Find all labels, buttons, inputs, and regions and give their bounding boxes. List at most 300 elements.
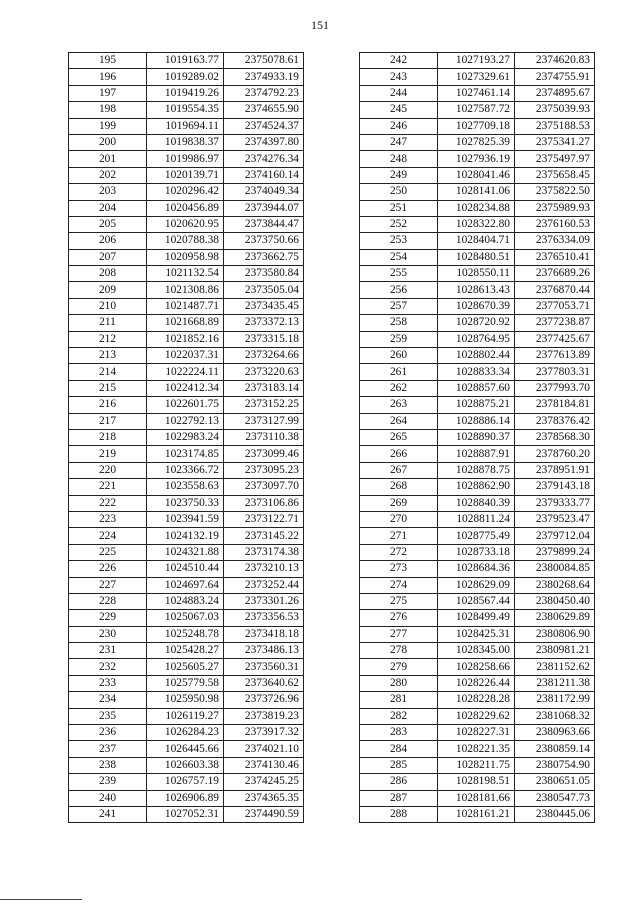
x-coordinate-cell: 1025428.27 xyxy=(147,643,224,659)
x-coordinate-cell: 1025605.27 xyxy=(147,659,224,675)
point-number-cell: 229 xyxy=(69,610,147,626)
x-coordinate-cell: 1024510.44 xyxy=(147,561,224,577)
y-coordinate-cell: 2373220.63 xyxy=(224,364,304,380)
x-coordinate-cell: 1028161.21 xyxy=(438,806,515,822)
point-number-cell: 199 xyxy=(69,118,147,134)
point-number-cell: 249 xyxy=(360,167,438,183)
point-number-cell: 205 xyxy=(69,216,147,232)
point-number-cell: 241 xyxy=(69,806,147,822)
x-coordinate-cell: 1023750.33 xyxy=(147,495,224,511)
y-coordinate-cell: 2377238.87 xyxy=(515,315,595,331)
x-coordinate-cell: 1028181.66 xyxy=(438,790,515,806)
point-number-cell: 247 xyxy=(360,134,438,150)
point-number-cell: 246 xyxy=(360,118,438,134)
y-coordinate-cell: 2373726.96 xyxy=(224,692,304,708)
point-number-cell: 222 xyxy=(69,495,147,511)
y-coordinate-cell: 2374490.59 xyxy=(224,806,304,822)
x-coordinate-cell: 1028211.75 xyxy=(438,757,515,773)
x-coordinate-cell: 1020620.95 xyxy=(147,216,224,232)
table-row xyxy=(360,610,595,626)
x-coordinate-cell: 1023366.72 xyxy=(147,462,224,478)
x-coordinate-cell: 1027461.14 xyxy=(438,85,515,101)
y-coordinate-cell: 2375822.50 xyxy=(515,184,595,200)
point-number-cell: 277 xyxy=(360,626,438,642)
x-coordinate-cell: 1019838.37 xyxy=(147,134,224,150)
x-coordinate-cell: 1028811.24 xyxy=(438,511,515,527)
x-coordinate-cell: 1028228.28 xyxy=(438,692,515,708)
x-coordinate-cell: 1028684.36 xyxy=(438,561,515,577)
y-coordinate-cell: 2373372.13 xyxy=(224,315,304,331)
point-number-cell: 248 xyxy=(360,151,438,167)
table-row xyxy=(360,315,595,331)
y-coordinate-cell: 2374397.80 xyxy=(224,134,304,150)
table-row xyxy=(360,577,595,593)
y-coordinate-cell: 2379712.04 xyxy=(515,528,595,544)
y-coordinate-cell: 2375188.53 xyxy=(515,118,595,134)
y-coordinate-cell: 2376334.09 xyxy=(515,233,595,249)
table-row xyxy=(69,397,304,413)
point-number-cell: 266 xyxy=(360,446,438,462)
table-row xyxy=(360,282,595,298)
table-row xyxy=(360,364,595,380)
point-number-cell: 243 xyxy=(360,69,438,85)
point-number-cell: 212 xyxy=(69,331,147,347)
table-row xyxy=(69,266,304,282)
x-coordinate-cell: 1028499.49 xyxy=(438,610,515,626)
point-number-cell: 198 xyxy=(69,102,147,118)
table-row xyxy=(69,479,304,495)
x-coordinate-cell: 1025950.98 xyxy=(147,692,224,708)
point-number-cell: 286 xyxy=(360,774,438,790)
x-coordinate-cell: 1028227.31 xyxy=(438,725,515,741)
x-coordinate-cell: 1020958.98 xyxy=(147,249,224,265)
y-coordinate-cell: 2380629.89 xyxy=(515,610,595,626)
point-number-cell: 250 xyxy=(360,184,438,200)
table-row xyxy=(69,692,304,708)
point-number-cell: 252 xyxy=(360,216,438,232)
table-row xyxy=(69,528,304,544)
point-number-cell: 228 xyxy=(69,593,147,609)
table-row xyxy=(360,380,595,396)
y-coordinate-cell: 2379143.18 xyxy=(515,479,595,495)
table-row xyxy=(360,184,595,200)
y-coordinate-cell: 2373095.23 xyxy=(224,462,304,478)
point-number-cell: 201 xyxy=(69,151,147,167)
point-number-cell: 273 xyxy=(360,561,438,577)
table-row xyxy=(69,757,304,773)
table-row xyxy=(69,725,304,741)
y-coordinate-cell: 2374792.23 xyxy=(224,85,304,101)
table-row xyxy=(360,167,595,183)
x-coordinate-cell: 1024697.64 xyxy=(147,577,224,593)
x-coordinate-cell: 1028670.39 xyxy=(438,298,515,314)
y-coordinate-cell: 2373917.32 xyxy=(224,725,304,741)
y-coordinate-cell: 2381172.99 xyxy=(515,692,595,708)
y-coordinate-cell: 2373106.86 xyxy=(224,495,304,511)
x-coordinate-cell: 1028226.44 xyxy=(438,675,515,691)
y-coordinate-cell: 2377053.71 xyxy=(515,298,595,314)
point-number-cell: 278 xyxy=(360,643,438,659)
y-coordinate-cell: 2374933.19 xyxy=(224,69,304,85)
point-number-cell: 227 xyxy=(69,577,147,593)
y-coordinate-cell: 2377425.67 xyxy=(515,331,595,347)
point-number-cell: 257 xyxy=(360,298,438,314)
point-number-cell: 203 xyxy=(69,184,147,200)
table-row xyxy=(69,413,304,429)
x-coordinate-cell: 1019986.97 xyxy=(147,151,224,167)
table-row xyxy=(360,708,595,724)
point-number-cell: 272 xyxy=(360,544,438,560)
table-row xyxy=(360,741,595,757)
table-row xyxy=(360,53,595,69)
point-number-cell: 213 xyxy=(69,348,147,364)
x-coordinate-cell: 1019554.35 xyxy=(147,102,224,118)
x-coordinate-cell: 1028258.66 xyxy=(438,659,515,675)
table-row xyxy=(69,69,304,85)
x-coordinate-cell: 1028833.34 xyxy=(438,364,515,380)
table-row xyxy=(69,659,304,675)
y-coordinate-cell: 2375497.97 xyxy=(515,151,595,167)
table-row xyxy=(69,544,304,560)
x-coordinate-cell: 1019419.26 xyxy=(147,85,224,101)
x-coordinate-cell: 1024321.88 xyxy=(147,544,224,560)
table-row xyxy=(69,380,304,396)
point-number-cell: 265 xyxy=(360,429,438,445)
table-row xyxy=(360,561,595,577)
y-coordinate-cell: 2373750.66 xyxy=(224,233,304,249)
x-coordinate-cell: 1028629.09 xyxy=(438,577,515,593)
x-coordinate-cell: 1028425.31 xyxy=(438,626,515,642)
footnote-rule xyxy=(0,899,82,900)
x-coordinate-cell: 1028775.49 xyxy=(438,528,515,544)
table-row xyxy=(360,774,595,790)
point-number-cell: 276 xyxy=(360,610,438,626)
x-coordinate-cell: 1027825.39 xyxy=(438,134,515,150)
x-coordinate-cell: 1026757.19 xyxy=(147,774,224,790)
y-coordinate-cell: 2373580.84 xyxy=(224,266,304,282)
y-coordinate-cell: 2378951.91 xyxy=(515,462,595,478)
point-number-cell: 237 xyxy=(69,741,147,757)
table-row xyxy=(69,216,304,232)
x-coordinate-cell: 1027052.31 xyxy=(147,806,224,822)
x-coordinate-cell: 1028802.44 xyxy=(438,348,515,364)
x-coordinate-cell: 1027709.18 xyxy=(438,118,515,134)
point-number-cell: 255 xyxy=(360,266,438,282)
x-coordinate-cell: 1020456.89 xyxy=(147,200,224,216)
y-coordinate-cell: 2373174.38 xyxy=(224,544,304,560)
y-coordinate-cell: 2374049.34 xyxy=(224,184,304,200)
table-row xyxy=(360,331,595,347)
x-coordinate-cell: 1028886.14 xyxy=(438,413,515,429)
x-coordinate-cell: 1028613.43 xyxy=(438,282,515,298)
table-row xyxy=(69,315,304,331)
point-number-cell: 251 xyxy=(360,200,438,216)
table-row xyxy=(69,233,304,249)
table-row xyxy=(360,528,595,544)
point-number-cell: 267 xyxy=(360,462,438,478)
x-coordinate-cell: 1028878.75 xyxy=(438,462,515,478)
table-row xyxy=(360,593,595,609)
table-row xyxy=(69,298,304,314)
x-coordinate-cell: 1024883.24 xyxy=(147,593,224,609)
table-row xyxy=(360,266,595,282)
y-coordinate-cell: 2374655.90 xyxy=(224,102,304,118)
y-coordinate-cell: 2373097.70 xyxy=(224,479,304,495)
y-coordinate-cell: 2374160.14 xyxy=(224,167,304,183)
y-coordinate-cell: 2380806.90 xyxy=(515,626,595,642)
y-coordinate-cell: 2373944.07 xyxy=(224,200,304,216)
table-row xyxy=(69,348,304,364)
x-coordinate-cell: 1025779.58 xyxy=(147,675,224,691)
point-number-cell: 230 xyxy=(69,626,147,642)
y-coordinate-cell: 2373145.22 xyxy=(224,528,304,544)
table-row xyxy=(360,151,595,167)
point-number-cell: 196 xyxy=(69,69,147,85)
y-coordinate-cell: 2373640.62 xyxy=(224,675,304,691)
table-row xyxy=(360,348,595,364)
table-row xyxy=(69,806,304,822)
x-coordinate-cell: 1028875.21 xyxy=(438,397,515,413)
point-number-cell: 275 xyxy=(360,593,438,609)
y-coordinate-cell: 2374620.83 xyxy=(515,53,595,69)
x-coordinate-cell: 1028733.18 xyxy=(438,544,515,560)
y-coordinate-cell: 2373210.13 xyxy=(224,561,304,577)
x-coordinate-cell: 1028404.71 xyxy=(438,233,515,249)
table-row xyxy=(69,708,304,724)
x-coordinate-cell: 1022224.11 xyxy=(147,364,224,380)
point-number-cell: 282 xyxy=(360,708,438,724)
table-row xyxy=(69,364,304,380)
table-row xyxy=(69,561,304,577)
point-number-cell: 235 xyxy=(69,708,147,724)
table-row xyxy=(69,643,304,659)
point-number-cell: 232 xyxy=(69,659,147,675)
point-number-cell: 204 xyxy=(69,200,147,216)
y-coordinate-cell: 2373315.18 xyxy=(224,331,304,347)
y-coordinate-cell: 2378376.42 xyxy=(515,413,595,429)
table-row xyxy=(360,413,595,429)
point-number-cell: 233 xyxy=(69,675,147,691)
x-coordinate-cell: 1028198.51 xyxy=(438,774,515,790)
table-row xyxy=(69,282,304,298)
point-number-cell: 234 xyxy=(69,692,147,708)
y-coordinate-cell: 2375078.61 xyxy=(224,53,304,69)
y-coordinate-cell: 2381152.62 xyxy=(515,659,595,675)
point-number-cell: 244 xyxy=(360,85,438,101)
point-number-cell: 209 xyxy=(69,282,147,298)
point-number-cell: 285 xyxy=(360,757,438,773)
point-number-cell: 220 xyxy=(69,462,147,478)
table-row xyxy=(360,216,595,232)
point-number-cell: 258 xyxy=(360,315,438,331)
table-row xyxy=(69,610,304,626)
x-coordinate-cell: 1026284.23 xyxy=(147,725,224,741)
x-coordinate-cell: 1019289.02 xyxy=(147,69,224,85)
table-row xyxy=(69,577,304,593)
y-coordinate-cell: 2380651.05 xyxy=(515,774,595,790)
x-coordinate-cell: 1028720.92 xyxy=(438,315,515,331)
point-number-cell: 281 xyxy=(360,692,438,708)
point-number-cell: 218 xyxy=(69,429,147,445)
table-row xyxy=(69,102,304,118)
table-row xyxy=(69,446,304,462)
x-coordinate-cell: 1028887.91 xyxy=(438,446,515,462)
y-coordinate-cell: 2373662.75 xyxy=(224,249,304,265)
x-coordinate-cell: 1024132.19 xyxy=(147,528,224,544)
x-coordinate-cell: 1028840.39 xyxy=(438,495,515,511)
x-coordinate-cell: 1021132.54 xyxy=(147,266,224,282)
point-number-cell: 226 xyxy=(69,561,147,577)
table-row xyxy=(69,134,304,150)
y-coordinate-cell: 2374524.37 xyxy=(224,118,304,134)
y-coordinate-cell: 2380981.21 xyxy=(515,643,595,659)
x-coordinate-cell: 1023941.59 xyxy=(147,511,224,527)
y-coordinate-cell: 2373252.44 xyxy=(224,577,304,593)
table-row xyxy=(360,692,595,708)
x-coordinate-cell: 1019694.11 xyxy=(147,118,224,134)
y-coordinate-cell: 2376510.41 xyxy=(515,249,595,265)
point-number-cell: 224 xyxy=(69,528,147,544)
table-row xyxy=(360,462,595,478)
point-number-cell: 274 xyxy=(360,577,438,593)
x-coordinate-cell: 1022037.31 xyxy=(147,348,224,364)
y-coordinate-cell: 2373844.47 xyxy=(224,216,304,232)
x-coordinate-cell: 1026119.27 xyxy=(147,708,224,724)
point-number-cell: 207 xyxy=(69,249,147,265)
y-coordinate-cell: 2378760.20 xyxy=(515,446,595,462)
table-row xyxy=(360,626,595,642)
coordinates-table-right xyxy=(359,52,595,823)
y-coordinate-cell: 2374245.25 xyxy=(224,774,304,790)
y-coordinate-cell: 2381068.32 xyxy=(515,708,595,724)
y-coordinate-cell: 2377993.70 xyxy=(515,380,595,396)
table-row xyxy=(69,675,304,691)
y-coordinate-cell: 2373301.26 xyxy=(224,593,304,609)
point-number-cell: 219 xyxy=(69,446,147,462)
x-coordinate-cell: 1028890.37 xyxy=(438,429,515,445)
table-row xyxy=(69,85,304,101)
y-coordinate-cell: 2377613.89 xyxy=(515,348,595,364)
point-number-cell: 238 xyxy=(69,757,147,773)
point-number-cell: 269 xyxy=(360,495,438,511)
table-row xyxy=(69,774,304,790)
point-number-cell: 214 xyxy=(69,364,147,380)
table-row xyxy=(360,544,595,560)
point-number-cell: 262 xyxy=(360,380,438,396)
y-coordinate-cell: 2377803.31 xyxy=(515,364,595,380)
table-row xyxy=(69,118,304,134)
point-number-cell: 208 xyxy=(69,266,147,282)
y-coordinate-cell: 2373486.13 xyxy=(224,643,304,659)
y-coordinate-cell: 2380450.40 xyxy=(515,593,595,609)
x-coordinate-cell: 1028221.35 xyxy=(438,741,515,757)
point-number-cell: 210 xyxy=(69,298,147,314)
x-coordinate-cell: 1028480.51 xyxy=(438,249,515,265)
y-coordinate-cell: 2380963.66 xyxy=(515,725,595,741)
x-coordinate-cell: 1023174.85 xyxy=(147,446,224,462)
table-row xyxy=(360,397,595,413)
table-row xyxy=(69,626,304,642)
x-coordinate-cell: 1022983.24 xyxy=(147,429,224,445)
y-coordinate-cell: 2378184.81 xyxy=(515,397,595,413)
x-coordinate-cell: 1027587.72 xyxy=(438,102,515,118)
point-number-cell: 245 xyxy=(360,102,438,118)
table-row xyxy=(360,725,595,741)
y-coordinate-cell: 2373435.45 xyxy=(224,298,304,314)
y-coordinate-cell: 2374365.35 xyxy=(224,790,304,806)
y-coordinate-cell: 2373152.25 xyxy=(224,397,304,413)
table-row xyxy=(69,511,304,527)
x-coordinate-cell: 1020139.71 xyxy=(147,167,224,183)
y-coordinate-cell: 2376689.26 xyxy=(515,266,595,282)
point-number-cell: 206 xyxy=(69,233,147,249)
x-coordinate-cell: 1028041.46 xyxy=(438,167,515,183)
y-coordinate-cell: 2376160.53 xyxy=(515,216,595,232)
x-coordinate-cell: 1027193.27 xyxy=(438,53,515,69)
page-number: 151 xyxy=(311,18,329,32)
table-row xyxy=(69,462,304,478)
y-coordinate-cell: 2375039.93 xyxy=(515,102,595,118)
table-row xyxy=(360,643,595,659)
table-row xyxy=(69,200,304,216)
point-number-cell: 279 xyxy=(360,659,438,675)
table-row xyxy=(69,429,304,445)
x-coordinate-cell: 1028234.88 xyxy=(438,200,515,216)
point-number-cell: 283 xyxy=(360,725,438,741)
y-coordinate-cell: 2373264.66 xyxy=(224,348,304,364)
point-number-cell: 284 xyxy=(360,741,438,757)
table-row xyxy=(360,69,595,85)
y-coordinate-cell: 2378568.30 xyxy=(515,429,595,445)
y-coordinate-cell: 2380445.06 xyxy=(515,806,595,822)
table-row xyxy=(69,331,304,347)
x-coordinate-cell: 1021487.71 xyxy=(147,298,224,314)
y-coordinate-cell: 2380547.73 xyxy=(515,790,595,806)
point-number-cell: 242 xyxy=(360,53,438,69)
table-row xyxy=(360,429,595,445)
point-number-cell: 216 xyxy=(69,397,147,413)
y-coordinate-cell: 2381211.38 xyxy=(515,675,595,691)
point-number-cell: 239 xyxy=(69,774,147,790)
table-row xyxy=(360,298,595,314)
y-coordinate-cell: 2374276.34 xyxy=(224,151,304,167)
coordinates-table-right-body xyxy=(360,53,595,823)
table-row xyxy=(69,593,304,609)
coordinates-table-left-body xyxy=(69,53,304,823)
table-row xyxy=(360,790,595,806)
y-coordinate-cell: 2376870.44 xyxy=(515,282,595,298)
x-coordinate-cell: 1020788.38 xyxy=(147,233,224,249)
x-coordinate-cell: 1028862.90 xyxy=(438,479,515,495)
x-coordinate-cell: 1028550.11 xyxy=(438,266,515,282)
point-number-cell: 261 xyxy=(360,364,438,380)
point-number-cell: 259 xyxy=(360,331,438,347)
x-coordinate-cell: 1023558.63 xyxy=(147,479,224,495)
y-coordinate-cell: 2373127.99 xyxy=(224,413,304,429)
point-number-cell: 195 xyxy=(69,53,147,69)
table-row xyxy=(360,200,595,216)
x-coordinate-cell: 1022792.13 xyxy=(147,413,224,429)
y-coordinate-cell: 2373819.23 xyxy=(224,708,304,724)
point-number-cell: 197 xyxy=(69,85,147,101)
table-row xyxy=(360,495,595,511)
x-coordinate-cell: 1027329.61 xyxy=(438,69,515,85)
table-row xyxy=(360,118,595,134)
table-row xyxy=(360,85,595,101)
y-coordinate-cell: 2373099.46 xyxy=(224,446,304,462)
y-coordinate-cell: 2375989.93 xyxy=(515,200,595,216)
x-coordinate-cell: 1028141.06 xyxy=(438,184,515,200)
